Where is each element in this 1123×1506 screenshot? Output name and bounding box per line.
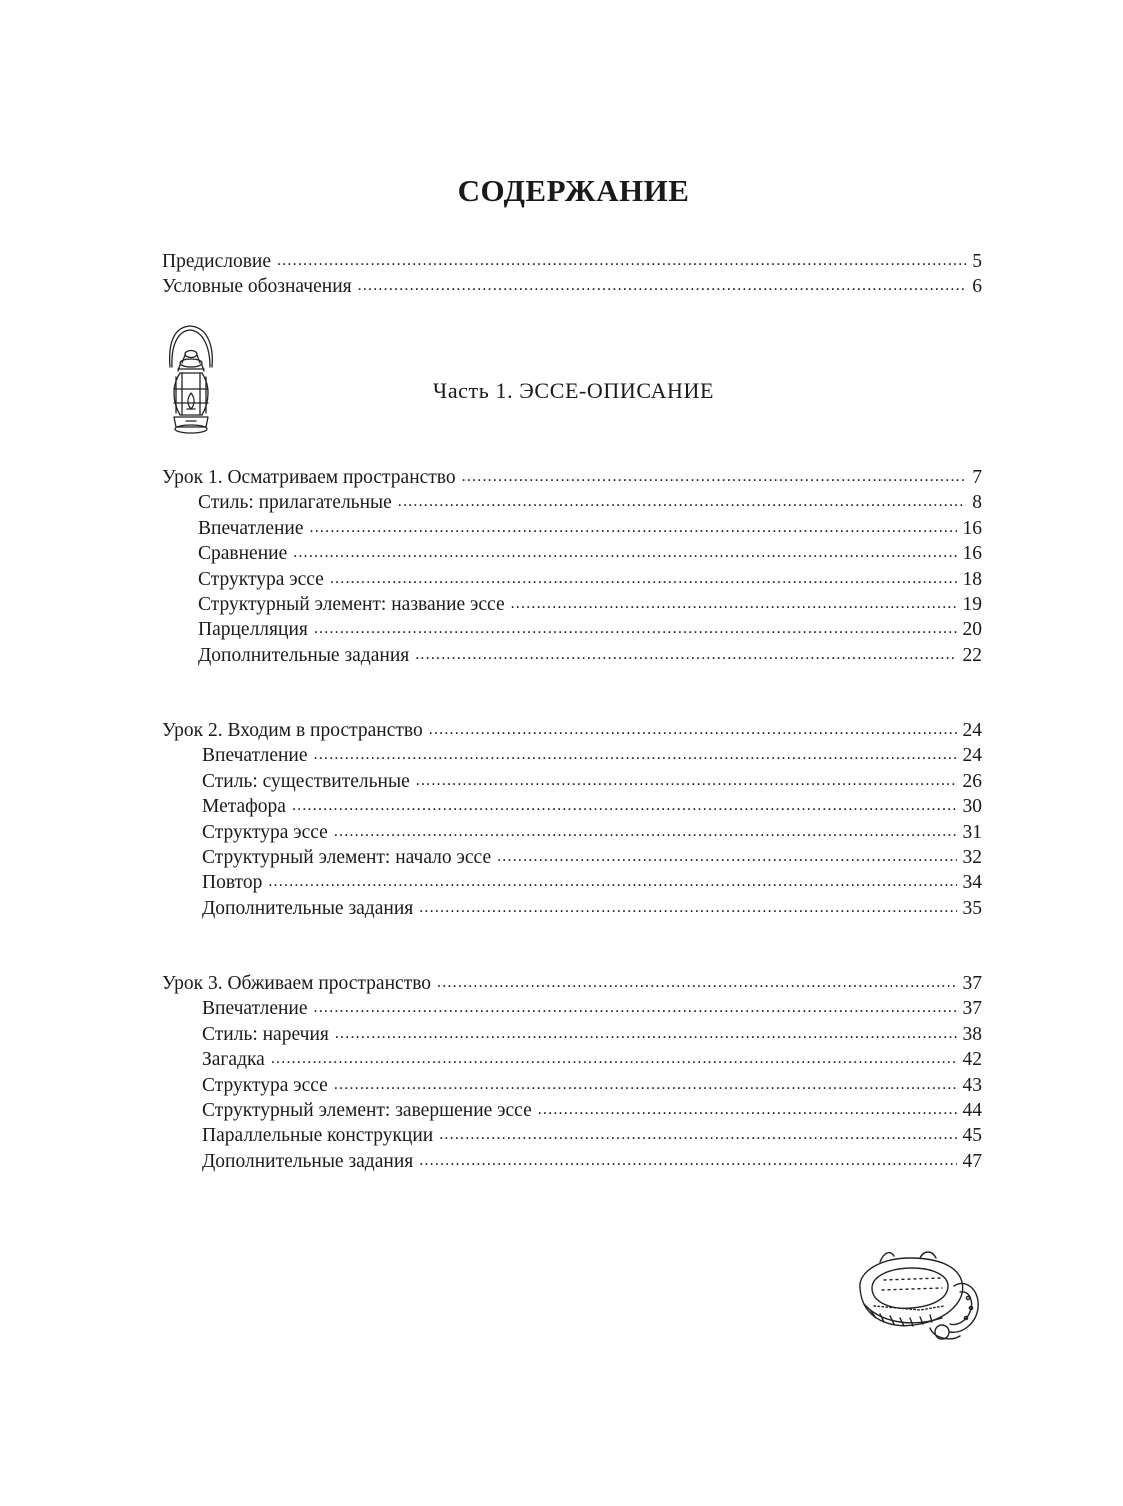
toc-entry-label: Структурный элемент: название эссе bbox=[198, 593, 505, 615]
leader-dots bbox=[538, 1097, 957, 1122]
front-matter-list bbox=[162, 249, 982, 300]
toc-entry-page: 38 bbox=[962, 1023, 982, 1045]
toc-entry-label: Повтор bbox=[202, 872, 263, 894]
toc-entry-page: 24 bbox=[962, 720, 982, 741]
toc-subentry[interactable] bbox=[162, 870, 982, 895]
horseshoe-shoe-icon bbox=[850, 1248, 985, 1348]
toc-entry-label: Предисловие bbox=[162, 251, 272, 272]
leader-dots bbox=[358, 273, 967, 298]
leader-dots bbox=[416, 768, 957, 793]
toc-subentry[interactable] bbox=[162, 592, 982, 617]
toc-entry-label: Стиль: наречия bbox=[202, 1023, 329, 1045]
toc-subentry[interactable] bbox=[162, 1047, 982, 1072]
toc-subentry[interactable] bbox=[162, 996, 982, 1021]
toc-entry-page: 42 bbox=[962, 1049, 982, 1071]
toc-entry-label: Структура эссе bbox=[202, 1074, 328, 1096]
toc-entry-page: 19 bbox=[962, 593, 982, 615]
leader-dots bbox=[268, 869, 956, 894]
toc-subentry[interactable] bbox=[162, 1149, 982, 1174]
lesson-heading[interactable] bbox=[162, 718, 982, 743]
toc-subentry[interactable] bbox=[162, 1022, 982, 1047]
toc-entry-label: Структурный элемент: завершение эссе bbox=[202, 1099, 532, 1121]
toc-entry-label: Дополнительные задания bbox=[202, 1150, 414, 1172]
toc-entry-label: Парцелляция bbox=[198, 619, 308, 641]
toc-entry-page: 31 bbox=[962, 821, 982, 843]
part-heading: Часть 1. ЭССЕ-ОПИСАНИЕ bbox=[432, 378, 715, 403]
leader-dots bbox=[437, 970, 956, 995]
toc-entry-label: Структура эссе bbox=[198, 568, 324, 590]
toc-entry-label: Впечатление bbox=[202, 998, 308, 1020]
toc-entry-page: 16 bbox=[962, 517, 982, 539]
toc-subentry[interactable] bbox=[162, 743, 982, 768]
toc-entry-page: 26 bbox=[962, 770, 982, 792]
leader-dots bbox=[314, 995, 957, 1020]
leader-dots bbox=[310, 515, 957, 540]
leader-dots bbox=[439, 1122, 956, 1147]
toc-entry-label: Впечатление bbox=[198, 517, 304, 539]
leader-dots bbox=[497, 844, 956, 869]
leader-dots bbox=[335, 1021, 957, 1046]
lesson-heading[interactable] bbox=[162, 465, 982, 490]
leader-dots bbox=[292, 793, 957, 818]
leader-dots bbox=[511, 591, 957, 616]
leader-dots bbox=[462, 464, 967, 489]
page-title: СОДЕРЖАНИЕ bbox=[457, 173, 690, 208]
toc-entry-page: 6 bbox=[972, 276, 982, 298]
toc-entry-label: Метафора bbox=[202, 796, 286, 818]
leader-dots bbox=[419, 895, 956, 920]
toc-entry[interactable] bbox=[162, 249, 982, 274]
leader-dots bbox=[277, 248, 966, 273]
toc-entry-page: 16 bbox=[962, 543, 982, 565]
toc-subentry[interactable] bbox=[162, 1073, 982, 1098]
toc-entry-label: Стиль: существительные bbox=[202, 770, 410, 792]
lesson-3-section bbox=[162, 971, 982, 1174]
toc-subentry[interactable] bbox=[162, 896, 982, 921]
toc-entry-page: 30 bbox=[962, 796, 982, 818]
toc-entry-label: Урок 2. Входим в пространство bbox=[162, 720, 423, 741]
toc-entry-page: 44 bbox=[962, 1099, 982, 1121]
toc-entry-page: 32 bbox=[962, 846, 982, 868]
toc-subentry[interactable] bbox=[162, 820, 982, 845]
toc-entry-label: Условные обозначения bbox=[162, 276, 352, 298]
toc-entry-page: 20 bbox=[962, 619, 982, 641]
toc-subentry[interactable] bbox=[162, 490, 982, 515]
leader-dots bbox=[429, 717, 957, 742]
toc-entry-label: Структура эссе bbox=[202, 821, 328, 843]
leader-dots bbox=[271, 1046, 957, 1071]
toc-entry-page: 37 bbox=[962, 998, 982, 1020]
leader-dots bbox=[314, 616, 957, 641]
toc-subentry[interactable] bbox=[162, 643, 982, 668]
lesson-2-section bbox=[162, 718, 982, 921]
toc-entry-page: 7 bbox=[972, 467, 982, 488]
toc-entry-page: 43 bbox=[962, 1074, 982, 1096]
leader-dots bbox=[334, 1072, 957, 1097]
toc-entry-label: Сравнение bbox=[198, 543, 288, 565]
leader-dots bbox=[330, 566, 957, 591]
toc-entry-label: Урок 3. Обживаем пространство bbox=[162, 973, 432, 994]
toc-entry-label: Впечатление bbox=[202, 745, 308, 767]
toc-subentry[interactable] bbox=[162, 794, 982, 819]
toc-entry-page: 24 bbox=[962, 745, 982, 767]
leader-dots bbox=[314, 742, 957, 767]
leader-dots bbox=[415, 642, 956, 667]
toc-entry-page: 47 bbox=[962, 1150, 982, 1172]
toc-subentry[interactable] bbox=[162, 541, 982, 566]
toc-entry-page: 8 bbox=[972, 492, 982, 514]
toc-subentry[interactable] bbox=[162, 1098, 982, 1123]
toc-entry-page: 22 bbox=[962, 644, 982, 666]
toc-subentry[interactable] bbox=[162, 769, 982, 794]
toc-subentry[interactable] bbox=[162, 1123, 982, 1148]
toc-entry-page: 37 bbox=[962, 973, 982, 994]
toc-subentry[interactable] bbox=[162, 516, 982, 541]
toc-entry-page: 18 bbox=[962, 568, 982, 590]
toc-entry-page: 35 bbox=[962, 897, 982, 919]
toc-subentry[interactable] bbox=[162, 845, 982, 870]
leader-dots bbox=[419, 1148, 956, 1173]
lesson-1-section bbox=[162, 465, 982, 668]
toc-entry-label: Структурный элемент: начало эссе bbox=[202, 846, 492, 868]
leader-dots bbox=[293, 540, 956, 565]
toc-entry-label: Урок 1. Осматриваем пространство bbox=[162, 467, 456, 488]
toc-entry-label: Дополнительные задания bbox=[202, 897, 414, 919]
toc-entry-page: 5 bbox=[972, 251, 982, 272]
toc-subentry[interactable] bbox=[162, 567, 982, 592]
toc-entry-page: 34 bbox=[962, 872, 982, 894]
toc-entry-label: Параллельные конструкции bbox=[202, 1125, 434, 1147]
toc-entry-label: Стиль: прилагательные bbox=[198, 492, 392, 514]
toc-entry-label: Дополнительные задания bbox=[198, 644, 410, 666]
leader-dots bbox=[334, 819, 957, 844]
toc-entry[interactable] bbox=[162, 274, 982, 299]
toc-entry-label: Загадка bbox=[202, 1049, 265, 1071]
leader-dots bbox=[398, 489, 966, 514]
toc-entry-page: 45 bbox=[962, 1125, 982, 1147]
toc-subentry[interactable] bbox=[162, 617, 982, 642]
lesson-heading[interactable] bbox=[162, 971, 982, 996]
